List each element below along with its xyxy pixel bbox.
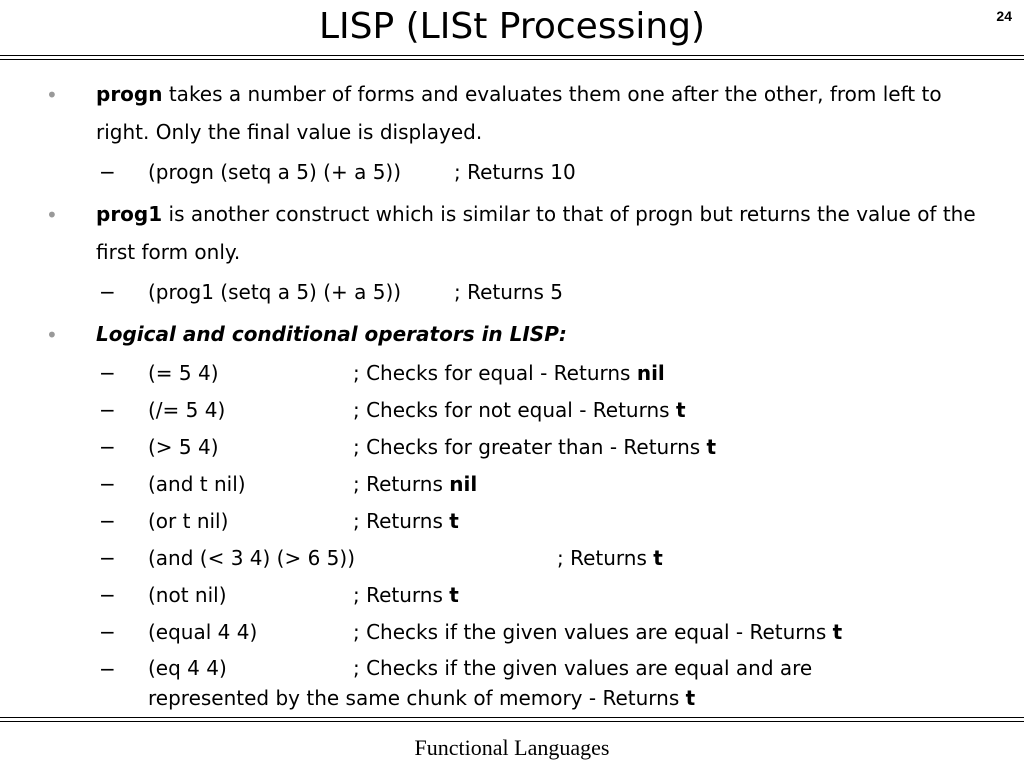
operator-code: (= 5 4) bbox=[148, 361, 219, 385]
operator-code: (equal 4 4) bbox=[148, 620, 258, 644]
bullet-marker: • bbox=[46, 83, 58, 107]
dash-marker: − bbox=[99, 472, 116, 496]
dash-marker: − bbox=[99, 280, 116, 304]
bullet-prog1 bbox=[96, 195, 1001, 271]
dash-marker: − bbox=[99, 509, 116, 533]
example-comment: ; Returns 10 bbox=[454, 160, 576, 184]
comment-text: ; Checks if the given values are equal and are represented by the same chunk of memory - Returns bbox=[148, 656, 813, 710]
bullet-text: takes a number of forms and evaluates them one after the other, from left to right. Only the final value is displayed. bbox=[96, 82, 942, 144]
bullet-marker: • bbox=[46, 323, 58, 347]
bullet-text: is another construct which is similar to that of progn but returns the value of the first form only. bbox=[96, 202, 976, 264]
operator-comment bbox=[353, 361, 665, 385]
dash-marker: − bbox=[99, 620, 116, 644]
dash-marker: − bbox=[99, 361, 116, 385]
operator-code: (and (< 3 4) (> 6 5)) bbox=[148, 546, 356, 570]
comment-text: ; Checks for equal - Returns bbox=[353, 361, 637, 385]
comment-text: ; Checks for greater than - Returns bbox=[353, 435, 707, 459]
bullet-keyword: prog1 bbox=[96, 202, 163, 226]
comment-text: ; Returns bbox=[353, 583, 450, 607]
example-code: (prog1 (setq a 5) (+ a 5)) bbox=[148, 280, 402, 304]
slide-footer: Functional Languages bbox=[414, 735, 610, 760]
bullet-marker: • bbox=[46, 203, 58, 227]
operator-comment bbox=[353, 509, 459, 533]
operator-code: (and t nil) bbox=[148, 472, 246, 496]
operator-code: (eq 4 4) bbox=[148, 656, 227, 680]
dash-marker: − bbox=[99, 583, 116, 607]
operator-eq-row bbox=[148, 653, 908, 713]
operator-code: (/= 5 4) bbox=[148, 398, 226, 422]
operator-comment bbox=[353, 398, 686, 422]
comment-text: ; Checks if the given values are equal - Returns bbox=[353, 620, 833, 644]
operator-code: (> 5 4) bbox=[148, 435, 219, 459]
result-value: t bbox=[832, 620, 843, 644]
bullet-progn bbox=[96, 75, 1001, 151]
operator-comment bbox=[353, 472, 477, 496]
footer-divider bbox=[0, 721, 1024, 722]
dash-marker: − bbox=[99, 546, 116, 570]
result-value: t bbox=[685, 686, 696, 710]
dash-marker: − bbox=[99, 657, 116, 681]
result-value: nil bbox=[636, 361, 665, 385]
dash-marker: − bbox=[99, 435, 116, 459]
page-number: 24 bbox=[996, 8, 1012, 24]
result-value: t bbox=[653, 546, 663, 570]
comment-text: ; Returns bbox=[557, 546, 654, 570]
operator-comment bbox=[353, 620, 842, 644]
dash-marker: − bbox=[99, 160, 116, 184]
example-comment: ; Returns 5 bbox=[454, 280, 563, 304]
result-value: t bbox=[706, 435, 717, 459]
operator-comment bbox=[353, 435, 716, 459]
result-value: nil bbox=[449, 472, 478, 496]
bullet-heading: Logical and conditional operators in LISP: bbox=[96, 322, 567, 346]
result-value: t bbox=[449, 509, 459, 533]
dash-marker: − bbox=[99, 398, 116, 422]
comment-text: ; Returns bbox=[353, 472, 450, 496]
result-value: t bbox=[675, 398, 686, 422]
bullet-keyword: progn bbox=[96, 82, 163, 106]
comment-text: ; Returns bbox=[353, 509, 450, 533]
operator-comment bbox=[353, 583, 459, 607]
example-code: (progn (setq a 5) (+ a 5)) bbox=[148, 160, 402, 184]
result-value: t bbox=[449, 583, 459, 607]
footer-divider bbox=[0, 717, 1024, 718]
slide-title: LISP (LISt Processing) bbox=[318, 6, 706, 47]
operator-code: (not nil) bbox=[148, 583, 227, 607]
operator-code: (or t nil) bbox=[148, 509, 229, 533]
comment-text: ; Checks for not equal - Returns bbox=[353, 398, 676, 422]
operator-comment bbox=[557, 546, 663, 570]
